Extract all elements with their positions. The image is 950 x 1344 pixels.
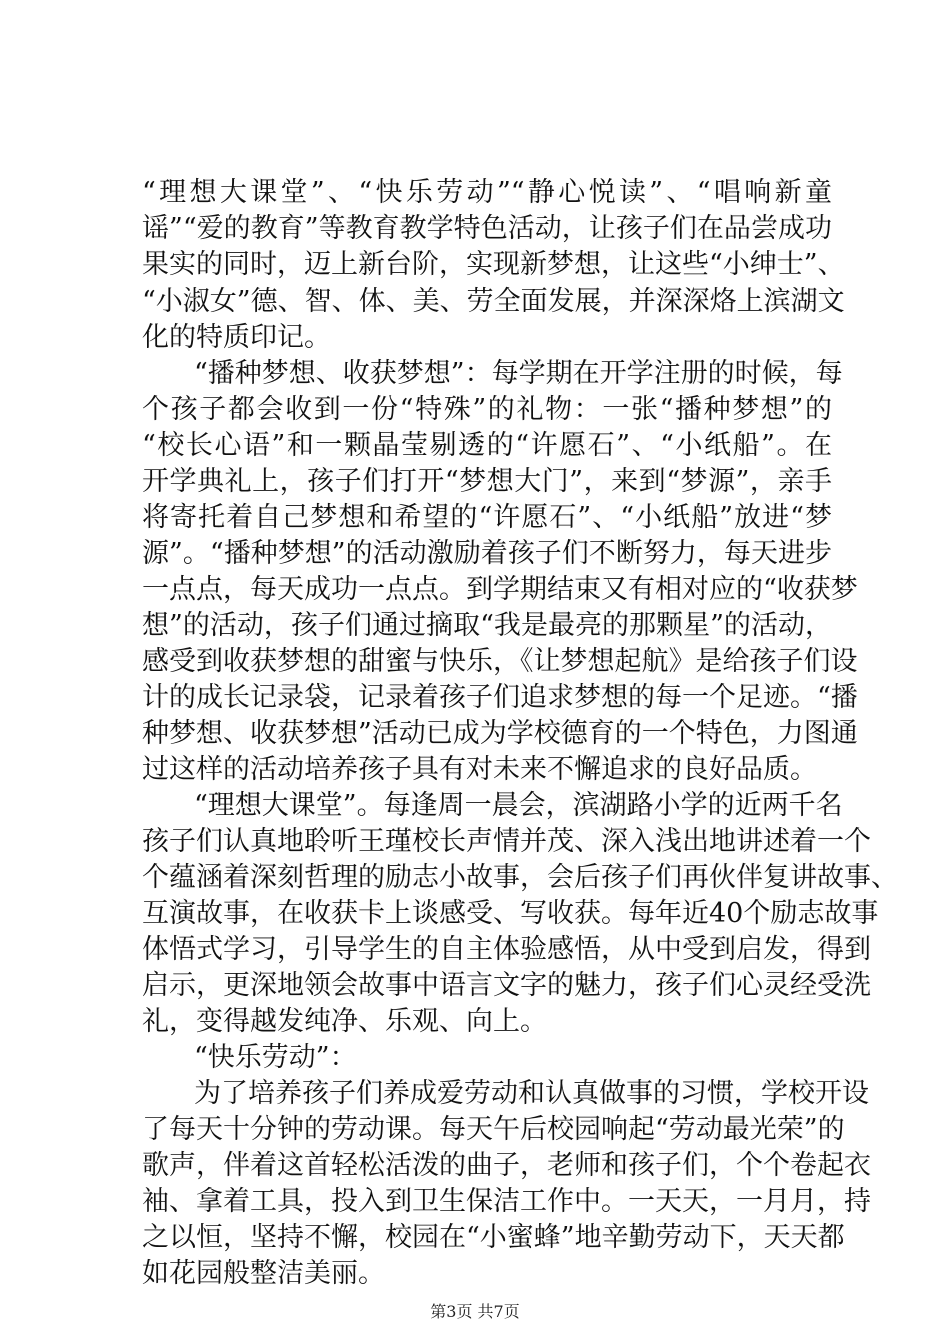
text-line: “理想大课堂”、“快乐劳动”“静心悦读”、“唱响新童 [142,177,832,208]
text-line: 源”。“播种梦想”的活动激励着孩子们不断努力，每天进步 [142,538,832,569]
text-line: 袖、拿着工具，投入到卫生保洁工作中。一天天，一月月，持 [142,1186,871,1217]
text-line: 过这样的活动培养孩子具有对未来不懈追求的良好品质。 [142,754,817,785]
text-line: 礼，变得越发纯净、乐观、向上。 [142,1006,547,1037]
text-line: 果实的同时，迈上新台阶，实现新梦想，让这些“小绅士”、 [142,249,845,280]
text-line: 种梦想、收获梦想”活动已成为学校德育的一个特色，力图通 [142,718,858,749]
text-line: “播种梦想、收获梦想”：每学期在开学注册的时候，每 [194,358,843,389]
text-line: 了每天十分钟的劳动课。每天午后校园响起“劳动最光荣”的 [142,1114,845,1145]
text-line: “小淑女”德、智、体、美、劳全面发展，并深深烙上滨湖文 [142,286,845,317]
text-line: 孩子们认真地聆听王瑾校长声情并茂、深入浅出地讲述着一个 [142,826,871,857]
text-line: 之以恒，坚持不懈，校园在“小蜜蜂”地辛勤劳动下，天天都 [142,1222,845,1253]
text-line: 开学典礼上，孩子们打开“梦想大门”，来到“梦源”，亲手 [142,466,832,497]
text-line: 体悟式学习，引导学生的自主体验感悟，从中受到启发，得到 [142,934,871,965]
text-line: 计的成长记录袋，记录着孩子们追求梦想的每一个足迹。“播 [142,682,858,713]
text-line: 化的特质印记。 [142,322,331,353]
page-footer: 第3页 共7页 [430,1302,520,1321]
text-line: 谣”“爱的教育”等教育教学特色活动，让孩子们在品尝成功 [142,213,832,244]
text-line: 如花园般整洁美丽。 [142,1258,385,1289]
text-line: 启示，更深地领会故事中语言文字的魅力，孩子们心灵经受洗 [142,970,871,1001]
text-line: 歌声，伴着这首轻松活泼的曲子，老师和孩子们，个个卷起衣 [142,1150,871,1181]
text-line: 为了培养孩子们养成爱劳动和认真做事的习惯，学校开设 [194,1078,869,1109]
text-line: 个蕴涵着深刻哲理的励志小故事，会后孩子们再伙伴复讲故事、 [142,862,898,893]
text-line: 想”的活动，孩子们通过摘取“我是最亮的那颗星”的活动， [142,610,832,641]
text-line: 一点点，每天成功一点点。到学期结束又有相对应的“收获梦 [142,574,858,605]
text-line: “校长心语”和一颗晶莹剔透的“许愿石”、“小纸船”。在 [142,430,832,461]
text-line: “理想大课堂”。每逢周一晨会，滨湖路小学的近两千名 [194,790,843,821]
text-line: 互演故事，在收获卡上谈感受、写收获。每年近40个励志故事 [142,898,879,929]
section-heading: “快乐劳动”： [194,1042,357,1073]
text-line: 个孩子都会收到一份“特殊”的礼物：一张“播种梦想”的 [142,394,832,425]
text-line: 将寄托着自己梦想和希望的“许愿石”、“小纸船”放进“梦 [142,502,832,533]
text-line: 感受到收获梦想的甜蜜与快乐，《让梦想起航》是给孩子们设 [142,646,858,677]
